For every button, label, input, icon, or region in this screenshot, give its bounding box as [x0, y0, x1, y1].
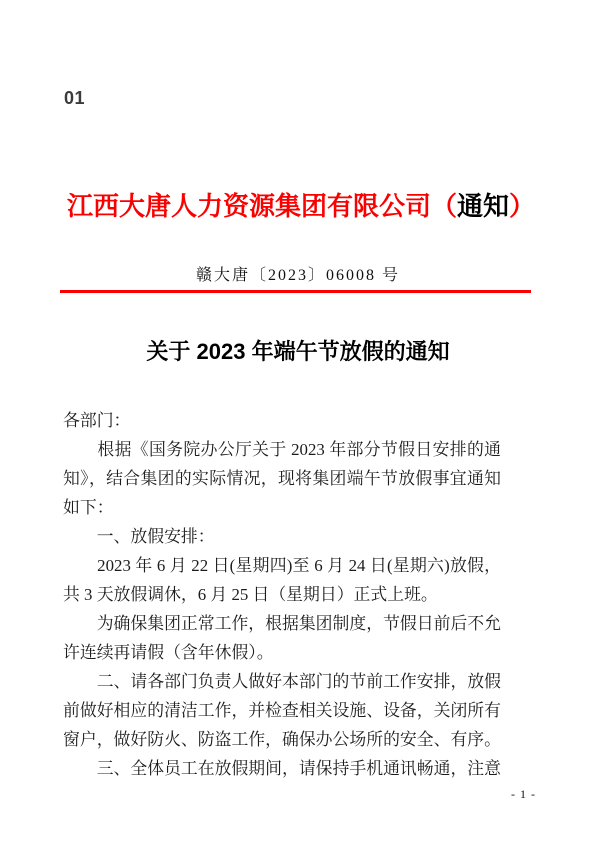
- body-line: 二、请各部门负责人做好本部门的节前工作安排，放假: [63, 672, 501, 691]
- body-line: 共 3 天放假调休，6 月 25 日（星期日）正式上班。: [63, 585, 438, 604]
- document-number: 赣大唐〔2023〕06008 号: [195, 267, 400, 284]
- notice-body: [63, 406, 501, 783]
- body-line: 前做好相应的清洁工作，并检查相关设施、设备，关闭所有: [63, 701, 501, 720]
- red-divider-line: [60, 290, 531, 293]
- body-line: 为确保集团正常工作，根据集团制度，节假日前后不允: [63, 614, 501, 633]
- corner-label: 01: [64, 88, 86, 108]
- paren-close: ）: [509, 191, 536, 221]
- body-line: 根据《国务院办公厅关于 2023 年部分节假日安排的通: [63, 440, 501, 459]
- paren-open: （: [430, 191, 457, 221]
- body-line: 许连续再请假（含年休假）。: [63, 643, 274, 662]
- body-line: 知》，结合集团的实际情况，现将集团端午节放假事宜通知: [63, 469, 501, 488]
- company-name: 江西大唐人力资源集团有限公司: [66, 191, 431, 221]
- body-line: 如下：: [63, 498, 114, 517]
- body-line: 窗户，做好防火、防盗工作，确保办公场所的安全、有序。: [63, 730, 501, 749]
- body-line: 各部门：: [63, 411, 131, 430]
- body-line: 2023 年 6 月 22 日(星期四)至 6 月 24 日(星期六)放假，: [63, 556, 501, 575]
- body-line: 三、全体员工在放假期间，请保持手机通讯畅通，注意: [63, 759, 501, 778]
- body-line: 一、放假安排：: [63, 527, 215, 546]
- notice-title: 关于 2023 年端午节放假的通知: [146, 339, 450, 364]
- company-letterhead-title: [0, 189, 602, 223]
- page-number: - 1 -: [511, 787, 536, 801]
- notice-word: 通知: [457, 191, 510, 221]
